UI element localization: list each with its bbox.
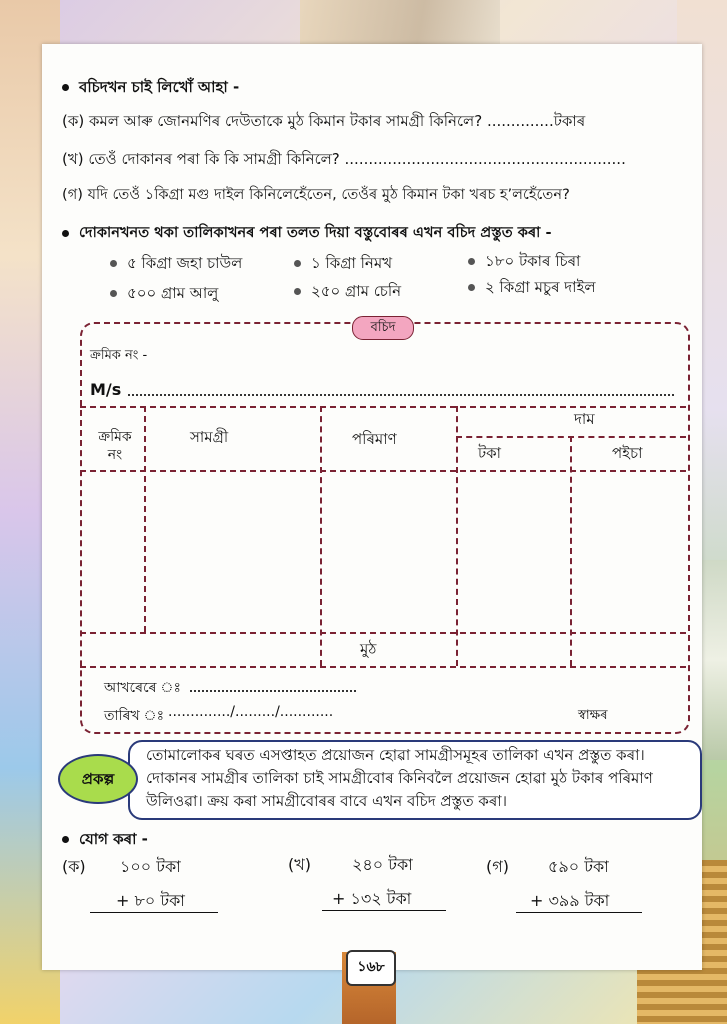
answer-blank[interactable]: .............. xyxy=(486,112,554,130)
addition-top-kha: ২৪০ টকা xyxy=(352,855,413,874)
shopping-item: ২ কিগ্ৰা মচুৰ দাইল xyxy=(468,276,596,301)
shopping-item: ৫ কিগ্ৰা জহা চাউল xyxy=(110,252,242,277)
col-header-quantity: পৰিমাণ xyxy=(352,430,397,448)
in-words-label: আখৰেৰে ঃ xyxy=(104,680,181,696)
addition-bottom-ga: + ৩৯৯ টকা xyxy=(530,891,610,910)
addition-bottom-kha: + ১৩২ টকা xyxy=(332,889,412,908)
question-ga: (গ) যদি তেওঁ ১কিগ্ৰা মগু দাইল কিনিলেহেঁতেন, তেওঁৰ মুঠ কিমান টকা খৰচ হ’লহেঁতেন? xyxy=(62,186,570,203)
project-text: তোমালোকৰ ঘৰত এসপ্তাহত প্ৰয়োজন হোৱা সামগ্ৰীসমূহৰ তালিকা এখন প্ৰস্তুত কৰা। দোকানৰ সামগ্ৰীৰ তালিকা চাই সামগ্ৰীবোৰ কিনিবলৈ প্ৰয়োজন হোৱা মুঠ টকাৰ পৰিমাণ উলিওৱা। ক্ৰয় কৰা সামগ্ৰীবোৰৰ বাবে এখন বচিদ প্ৰস্তুত কৰা। xyxy=(146,746,653,810)
section2-heading: দোকানখনত থকা তালিকাখনৰ পৰা তলত দিয়া বস্তুবোৰৰ এখন বচিদ প্ৰস্তুত কৰা - xyxy=(62,222,552,246)
bullet-icon xyxy=(62,230,69,237)
shopping-item: ১৮০ টকাৰ চিৰা xyxy=(468,250,580,275)
addition-label-kha: (খ) xyxy=(288,855,311,874)
shopping-item: ২৫০ গ্ৰাম চেনি xyxy=(294,280,401,305)
receipt-ms-label: M/s xyxy=(90,380,122,399)
col-header-item: সামগ্ৰী xyxy=(190,428,229,446)
answer-line[interactable] xyxy=(516,912,642,913)
shopping-item: ৫০০ গ্ৰাম আলু xyxy=(110,282,218,307)
col-header-paise: পইচা xyxy=(612,444,643,462)
banknote-decoration xyxy=(300,0,500,44)
col-header-rupees: টকা xyxy=(478,444,502,462)
addition-bottom-ka: + ৮০ টকা xyxy=(116,891,185,910)
shopping-item: ১ কিগ্ৰা নিমখ xyxy=(294,252,392,277)
bullet-icon xyxy=(62,84,69,91)
page-number: ১৬৮ xyxy=(346,950,396,986)
answer-line[interactable] xyxy=(322,910,446,911)
addition-label-ka: (ক) xyxy=(62,857,86,876)
col-divider-serial xyxy=(144,406,146,632)
table-top-border xyxy=(80,406,686,408)
col-divider-quantity xyxy=(456,406,458,666)
bullet-icon xyxy=(62,836,69,843)
bullet-icon xyxy=(110,260,117,267)
answer-line[interactable] xyxy=(90,912,218,913)
project-badge: প্ৰকল্প xyxy=(58,754,138,804)
bullet-icon xyxy=(294,260,301,267)
col-header-serial: ক্ৰমিক নং xyxy=(98,429,132,463)
addition-label-ga: (গ) xyxy=(486,857,509,876)
addition-heading: যোগ কৰা - xyxy=(62,828,148,853)
answer-blank[interactable]: ........................................................... xyxy=(344,150,626,168)
date-label: তাৰিখ ঃ xyxy=(104,708,165,724)
addition-top-ka: ১০০ টকা xyxy=(120,857,181,876)
section1-heading: বচিদখন চাই লিখোঁ আহা - xyxy=(62,76,239,101)
col-header-price: দাম xyxy=(574,410,595,428)
receipt-ms-blank[interactable] xyxy=(128,394,674,396)
total-label: মুঠ xyxy=(360,640,377,658)
table-body-bottom xyxy=(80,632,686,634)
bullet-icon xyxy=(294,288,301,295)
bullet-icon xyxy=(110,290,117,297)
table-header-bottom xyxy=(80,470,686,472)
col-divider-item xyxy=(320,406,322,666)
date-blank[interactable]: ............../........./............ xyxy=(168,704,334,720)
addition-top-ga: ৫৯০ টকা xyxy=(548,857,609,876)
receipt-tag: বচিদ xyxy=(352,316,414,340)
receipt-serial-label: ক্ৰমিক নং - xyxy=(90,348,148,363)
question-kha: (খ) তেওঁ দোকানৰ পৰা কি কি সামগ্ৰী কিনিলে? ........................................................... xyxy=(62,150,626,168)
bullet-icon xyxy=(468,284,475,291)
table-total-bottom xyxy=(80,666,686,668)
signature-label: স্বাক্ষৰ xyxy=(578,708,608,723)
receipt-form xyxy=(80,322,690,734)
col-divider-price xyxy=(570,436,572,666)
bullet-icon xyxy=(468,258,475,265)
in-words-blank[interactable] xyxy=(190,690,356,692)
question-ka: (ক) কমল আৰু জোনমণিৰ দেউতাকে মুঠ কিমান টকাৰ সামগ্ৰী কিনিলে? ..............টকাৰ xyxy=(62,112,586,130)
